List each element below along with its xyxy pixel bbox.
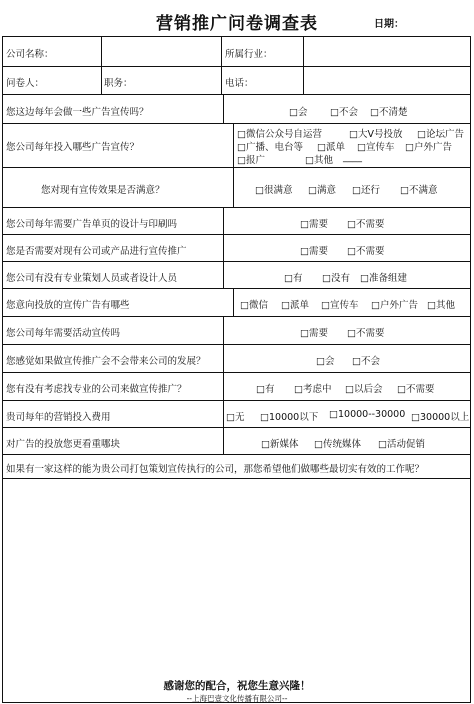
question-row bbox=[3, 124, 470, 168]
open-question-text: 如果有一家这样的能为贵公司打包策划宣传执行的公司，那您希望他们做哪些最切实有效的工作呢？ bbox=[6, 464, 425, 475]
option-checkbox[interactable]: □论坛广告 bbox=[417, 129, 464, 140]
info-row-respondent bbox=[3, 67, 470, 95]
question-row bbox=[3, 208, 470, 235]
option-checkbox[interactable]: □满意 bbox=[308, 185, 336, 196]
date-label: 日期： bbox=[374, 19, 404, 30]
option-checkbox[interactable]: □有 bbox=[256, 384, 275, 395]
option-checkbox[interactable]: □考虑中 bbox=[294, 384, 332, 395]
option-checkbox[interactable]: □不会 bbox=[352, 356, 380, 367]
question-row bbox=[3, 262, 470, 289]
option-checkbox[interactable]: □不需要 bbox=[347, 219, 385, 230]
company-footer: --上海巴壹文化传播有限公司-- bbox=[186, 694, 288, 703]
position-label: 职务： bbox=[104, 78, 133, 89]
option-checkbox[interactable]: □派单 bbox=[317, 142, 345, 153]
option-checkbox[interactable]: □10000以下 bbox=[260, 412, 319, 423]
question-text: 您感觉如果做宣传推广会不会带来公司的发展？ bbox=[6, 356, 206, 367]
question-row bbox=[3, 428, 470, 455]
company-name-field[interactable] bbox=[103, 37, 219, 66]
option-checkbox[interactable]: □不需要 bbox=[347, 246, 385, 257]
phone-field[interactable] bbox=[305, 67, 470, 94]
option-checkbox[interactable]: □有 bbox=[284, 273, 303, 284]
company-name-label: 公司名称： bbox=[6, 49, 54, 60]
question-text: 您意向投放的宣传广告有哪些 bbox=[6, 300, 130, 311]
info-row-company bbox=[3, 37, 470, 67]
option-checkbox[interactable]: □活动促销 bbox=[378, 439, 425, 450]
other-blank-line[interactable]: ____ bbox=[343, 152, 362, 163]
question-row bbox=[3, 289, 470, 317]
phone-label: 电话： bbox=[225, 78, 254, 89]
option-checkbox[interactable]: □微信 bbox=[240, 300, 268, 311]
option-checkbox[interactable]: □户外广告 bbox=[371, 300, 418, 311]
question-row bbox=[3, 401, 470, 428]
option-checkbox[interactable]: □其他 bbox=[305, 155, 333, 166]
option-checkbox[interactable]: □不需要 bbox=[397, 384, 435, 395]
option-checkbox[interactable]: □30000以上 bbox=[411, 412, 470, 423]
option-checkbox[interactable]: □无 bbox=[226, 412, 245, 423]
question-text: 您公司每年需要活动宣传吗 bbox=[6, 328, 121, 339]
question-row bbox=[3, 95, 470, 124]
question-text: 对广告的投放您更看重哪块 bbox=[6, 439, 121, 450]
option-checkbox[interactable]: □新媒体 bbox=[261, 439, 299, 450]
option-checkbox[interactable]: □不满意 bbox=[400, 185, 438, 196]
option-checkbox[interactable]: □宣传车 bbox=[321, 300, 359, 311]
option-checkbox[interactable]: □派单 bbox=[281, 300, 309, 311]
question-text: 贵司每年的营销投入费用 bbox=[6, 412, 111, 423]
question-text: 您这边每年会做一些广告宣传吗？ bbox=[6, 107, 149, 118]
option-checkbox[interactable]: □传统媒体 bbox=[314, 439, 361, 450]
option-checkbox[interactable]: □需要 bbox=[300, 328, 328, 339]
thanks-text: 感谢您的配合，祝您生意兴隆！ bbox=[163, 680, 311, 692]
option-checkbox[interactable]: □大V号投放 bbox=[349, 129, 403, 140]
survey-table bbox=[2, 36, 471, 703]
option-checkbox[interactable]: □以后会 bbox=[345, 384, 383, 395]
option-checkbox[interactable]: □户外广告 bbox=[405, 142, 452, 153]
option-checkbox[interactable]: □10000--30000 bbox=[329, 409, 406, 420]
question-row bbox=[3, 168, 470, 208]
option-checkbox[interactable]: □没有 bbox=[322, 273, 350, 284]
option-checkbox[interactable]: □不清楚 bbox=[370, 107, 408, 118]
option-checkbox[interactable]: □报广 bbox=[237, 155, 265, 166]
option-checkbox[interactable]: □还行 bbox=[352, 185, 380, 196]
option-checkbox[interactable]: □会 bbox=[289, 107, 308, 118]
question-text: 您对现有宣传效果是否满意？ bbox=[41, 185, 165, 196]
option-checkbox[interactable]: □会 bbox=[316, 356, 335, 367]
question-text: 您有没有考虑找专业的公司来做宣传推广？ bbox=[6, 384, 187, 395]
option-checkbox[interactable]: □不会 bbox=[330, 107, 358, 118]
industry-label: 所属行业： bbox=[225, 49, 273, 60]
option-checkbox[interactable]: □很满意 bbox=[255, 185, 293, 196]
respondent-label: 问卷人： bbox=[6, 78, 45, 89]
option-checkbox[interactable]: □微信公众号自运营 bbox=[237, 129, 322, 140]
open-question-row bbox=[3, 455, 470, 479]
option-checkbox[interactable]: □宣传车 bbox=[357, 142, 395, 153]
page-title: 营销推广问卷调查表 bbox=[156, 14, 318, 34]
question-row bbox=[3, 317, 470, 345]
option-checkbox[interactable]: □需要 bbox=[300, 219, 328, 230]
question-text: 您是否需要对现有公司或产品进行宣传推广 bbox=[6, 246, 187, 257]
question-row bbox=[3, 345, 470, 373]
option-checkbox[interactable]: □准备组建 bbox=[360, 273, 407, 284]
question-text: 您公司每年投入哪些广告宣传？ bbox=[6, 142, 140, 153]
option-checkbox[interactable]: □不需要 bbox=[347, 328, 385, 339]
option-checkbox[interactable]: □其他 bbox=[427, 300, 455, 311]
option-checkbox[interactable]: □需要 bbox=[300, 246, 328, 257]
question-row bbox=[3, 235, 470, 262]
open-answer-area[interactable] bbox=[3, 479, 470, 701]
industry-field[interactable] bbox=[305, 37, 470, 66]
question-text: 您公司有没有专业策划人员或者设计人员 bbox=[6, 273, 178, 284]
question-text: 您公司每年需要广告单页的设计与印刷吗 bbox=[6, 219, 178, 230]
option-checkbox[interactable]: □广播、电台等 bbox=[237, 142, 303, 153]
question-row bbox=[3, 373, 470, 401]
